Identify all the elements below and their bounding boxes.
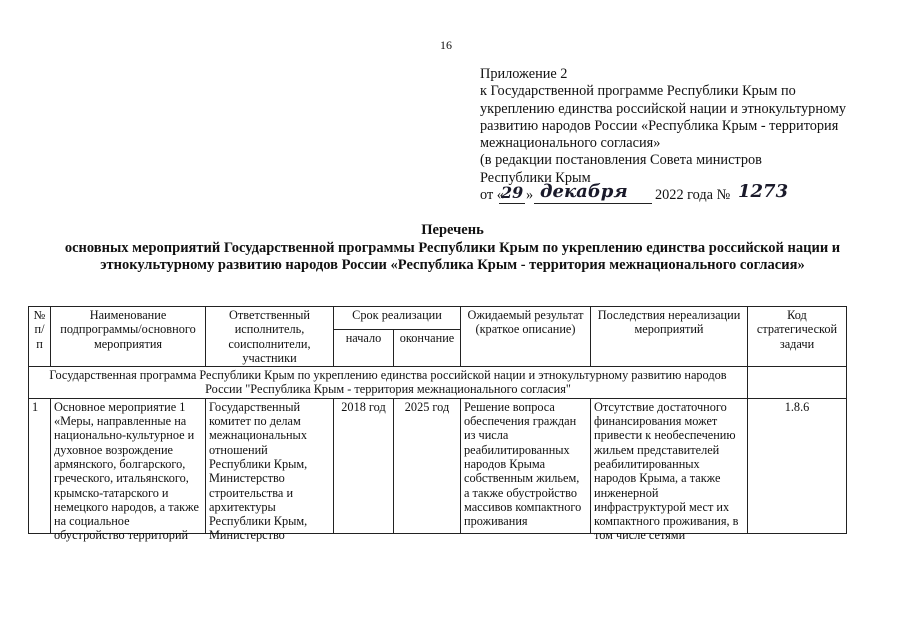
table-row: [29, 398, 847, 533]
page-number: 16: [440, 38, 452, 52]
day-underline: [499, 203, 525, 204]
header-consequences: Последствия нереализации мероприятий: [591, 307, 748, 367]
handwritten-month: декабря: [540, 181, 628, 203]
appendix-line: к Государственной программе Республики Крым по: [480, 83, 796, 100]
measures-table: [28, 306, 847, 543]
year-text: 2022 года №: [655, 187, 731, 204]
row-result: Решение вопроса обеспечения граждан из числа реабилитированных народов Крыма собственным жильем, а также обустройство массивов компактного проживания: [461, 398, 591, 533]
handwritten-day: 29: [501, 183, 524, 203]
appendix-block: [480, 66, 890, 207]
header-num: № п/п: [29, 307, 51, 367]
row-executor: Государственный комитет по делам межнациональных отношений Республики Крым, Министерство строительства и архитектуры Республики Крым, Министерство: [206, 398, 334, 533]
handwritten-number: 1273: [738, 181, 789, 203]
row-start: 2018 год: [334, 398, 394, 533]
month-underline: [534, 203, 652, 204]
appendix-line: Республики Крым: [480, 169, 591, 186]
title-heading: Перечень: [421, 222, 484, 238]
header-executor: Ответственный исполнитель, соисполнители, участники: [206, 307, 334, 367]
table-header-row: [29, 307, 847, 330]
appendix-line: межнационального согласия»: [480, 135, 661, 152]
program-row-title: Государственная программа Республики Крым по укреплению единства российской нации и этнокультурному развитию народов России "Республика Крым - территория межнационального согласия": [29, 367, 748, 399]
document-title: [20, 222, 885, 275]
program-row-code: [748, 367, 847, 399]
row-name: Основное мероприятие 1 «Меры, направленные на национально-культурное и духовное возрождение армянского, болгарского, греческого, итальянского, крымско-татарского и немецкого народов, а также на социальное обустройство территорий: [51, 398, 206, 533]
appendix-line: Приложение 2: [480, 66, 568, 82]
row-consequences: Отсутствие достаточного финансирования может привести к необеспечению жильем представителей реабилитированных народов Крыма, а также инженерной инфраструктурой мест их компактного проживания, в том числе сетями: [591, 398, 748, 533]
date-prefix: от «: [480, 187, 504, 204]
header-result: Ожидаемый результат (краткое описание): [461, 307, 591, 367]
header-code: Код стратегической задачи: [748, 307, 847, 367]
row-num: 1: [29, 398, 51, 533]
header-end: окончание: [394, 330, 461, 367]
title-subtitle: основных мероприятий Государственной программы Республики Крым по укреплению единства российской нации и этнокультурному развитию народов России «Республика Крым - территория межнационального согласия»: [64, 239, 841, 273]
header-start: начало: [334, 330, 394, 367]
resolution-date-line: [480, 181, 890, 207]
header-term: Срок реализации: [334, 307, 461, 330]
program-row: [29, 367, 847, 399]
header-name: Наименование подпрограммы/основного мероприятия: [51, 307, 206, 367]
row-end: 2025 год: [394, 398, 461, 533]
appendix-line: (в редакции постановления Совета министров: [480, 152, 762, 169]
appendix-line: развитию народов России «Республика Крым - территория: [480, 117, 839, 134]
row-code: 1.8.6: [748, 398, 847, 533]
appendix-line: укреплению единства российской нации и этнокультурному: [480, 100, 847, 117]
date-mid: »: [526, 187, 534, 204]
